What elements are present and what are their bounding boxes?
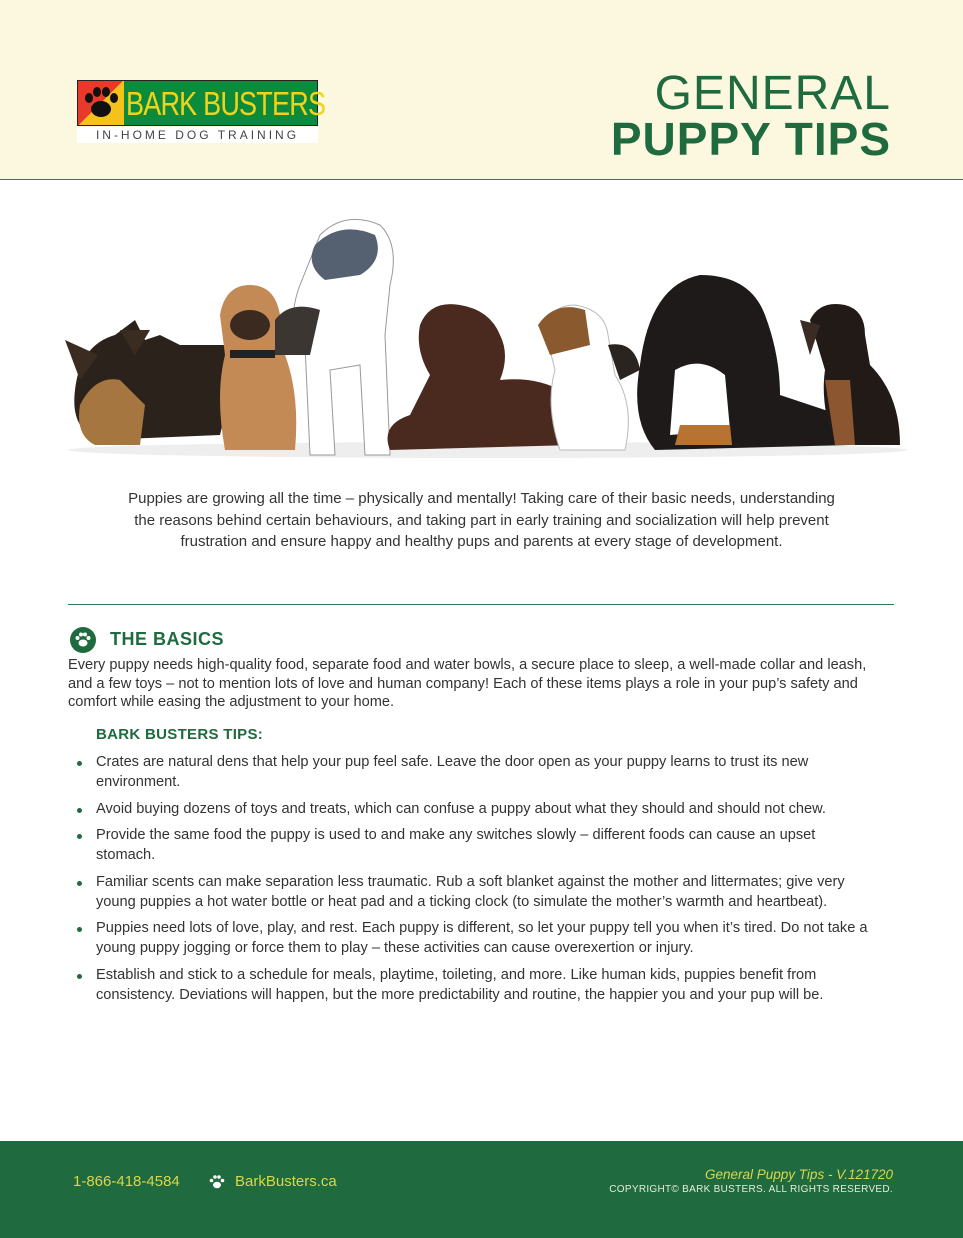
bullet-icon	[77, 834, 82, 839]
list-item	[76, 825, 876, 865]
page-title-line2: PUPPY TIPS	[610, 113, 891, 165]
logo-subtitle: IN-HOME DOG TRAINING	[77, 127, 318, 143]
list-item	[76, 965, 876, 1005]
list-item	[76, 918, 876, 958]
bark-busters-logo[interactable]	[77, 80, 326, 143]
page-title-line1: GENERAL	[654, 67, 891, 120]
header	[0, 0, 963, 180]
section-divider	[68, 604, 894, 605]
tip-text: Familiar scents can make separation less traumatic. Rub a soft blanket against the mother and littermates; give very young puppies a hot water bottle or heat pad and a ticking clock (to simulate the mother’s warmth and heartbeat).	[96, 873, 845, 910]
tips-list	[76, 752, 876, 1011]
website-link[interactable]: BarkBusters.ca	[235, 1173, 337, 1190]
logo-banner	[77, 80, 326, 126]
footer	[0, 1141, 963, 1238]
document-version: General Puppy Tips - V.121720	[705, 1167, 893, 1182]
section-title: THE BASICS	[110, 629, 225, 649]
bullet-icon	[77, 761, 82, 766]
tips-heading: BARK BUSTERS TIPS:	[96, 726, 264, 743]
tip-text: Provide the same food the puppy is used to and make any switches slowly – different foods can cause an upset stomach.	[96, 827, 816, 863]
bullet-icon	[77, 808, 82, 813]
list-item	[76, 799, 876, 819]
tip-text: Crates are natural dens that help your pup feel safe. Leave the door open as your puppy learns to trust its new environment.	[96, 754, 809, 790]
tip-text: Establish and stick to a schedule for meals, playtime, toileting, and more. Like human kids, puppies benefit from consistency. Deviations will happen, but the more predictability and routine, the happier you and your pup will be.	[96, 966, 824, 1003]
list-item	[76, 752, 876, 792]
intro-paragraph: Puppies are growing all the time – physically and mentally! Taking care of their basic needs, understanding the reasons behind certain behaviours, and taking part in early training and socialization will help prevent frustration and ensure happy and healthy pups and parents at every stage of development.	[128, 490, 835, 550]
list-item	[76, 872, 876, 912]
bullet-icon	[77, 974, 82, 979]
paw-icon	[70, 627, 96, 653]
bullet-icon	[77, 881, 82, 886]
german-shepherd-puppy	[65, 320, 229, 445]
phone-number[interactable]: 1-866-418-4584	[73, 1173, 180, 1190]
tip-text: Avoid buying dozens of toys and treats, which can confuse a puppy about what they should and should not chew.	[96, 800, 826, 817]
footer-paw-icon	[207, 1172, 227, 1192]
section-body: Every puppy needs high-quality food, separate food and water bowls, a secure place to sleep, a well-made collar and leash, and a few toys – not to mention lots of love and human company! Each of these items plays a role in your pup’s safety and comfort while easing the adjustment to your home.	[68, 657, 867, 710]
logo-paw-icon	[78, 81, 124, 125]
copyright-notice: COPYRIGHT© BARK BUSTERS. ALL RIGHTS RESERVED.	[609, 1184, 893, 1195]
bullet-icon	[77, 927, 82, 932]
logo-text: BARK BUSTERS	[126, 85, 326, 122]
pug-puppy	[220, 285, 296, 450]
bernese-puppy	[637, 275, 855, 450]
puppies-photo	[60, 205, 915, 465]
tip-text: Puppies need lots of love, play, and rest. Each puppy is different, so let your puppy tell you when it’s tired. Do not take a young puppy jogging or force them to play – these activities can cause overexertion or injury.	[96, 920, 868, 956]
